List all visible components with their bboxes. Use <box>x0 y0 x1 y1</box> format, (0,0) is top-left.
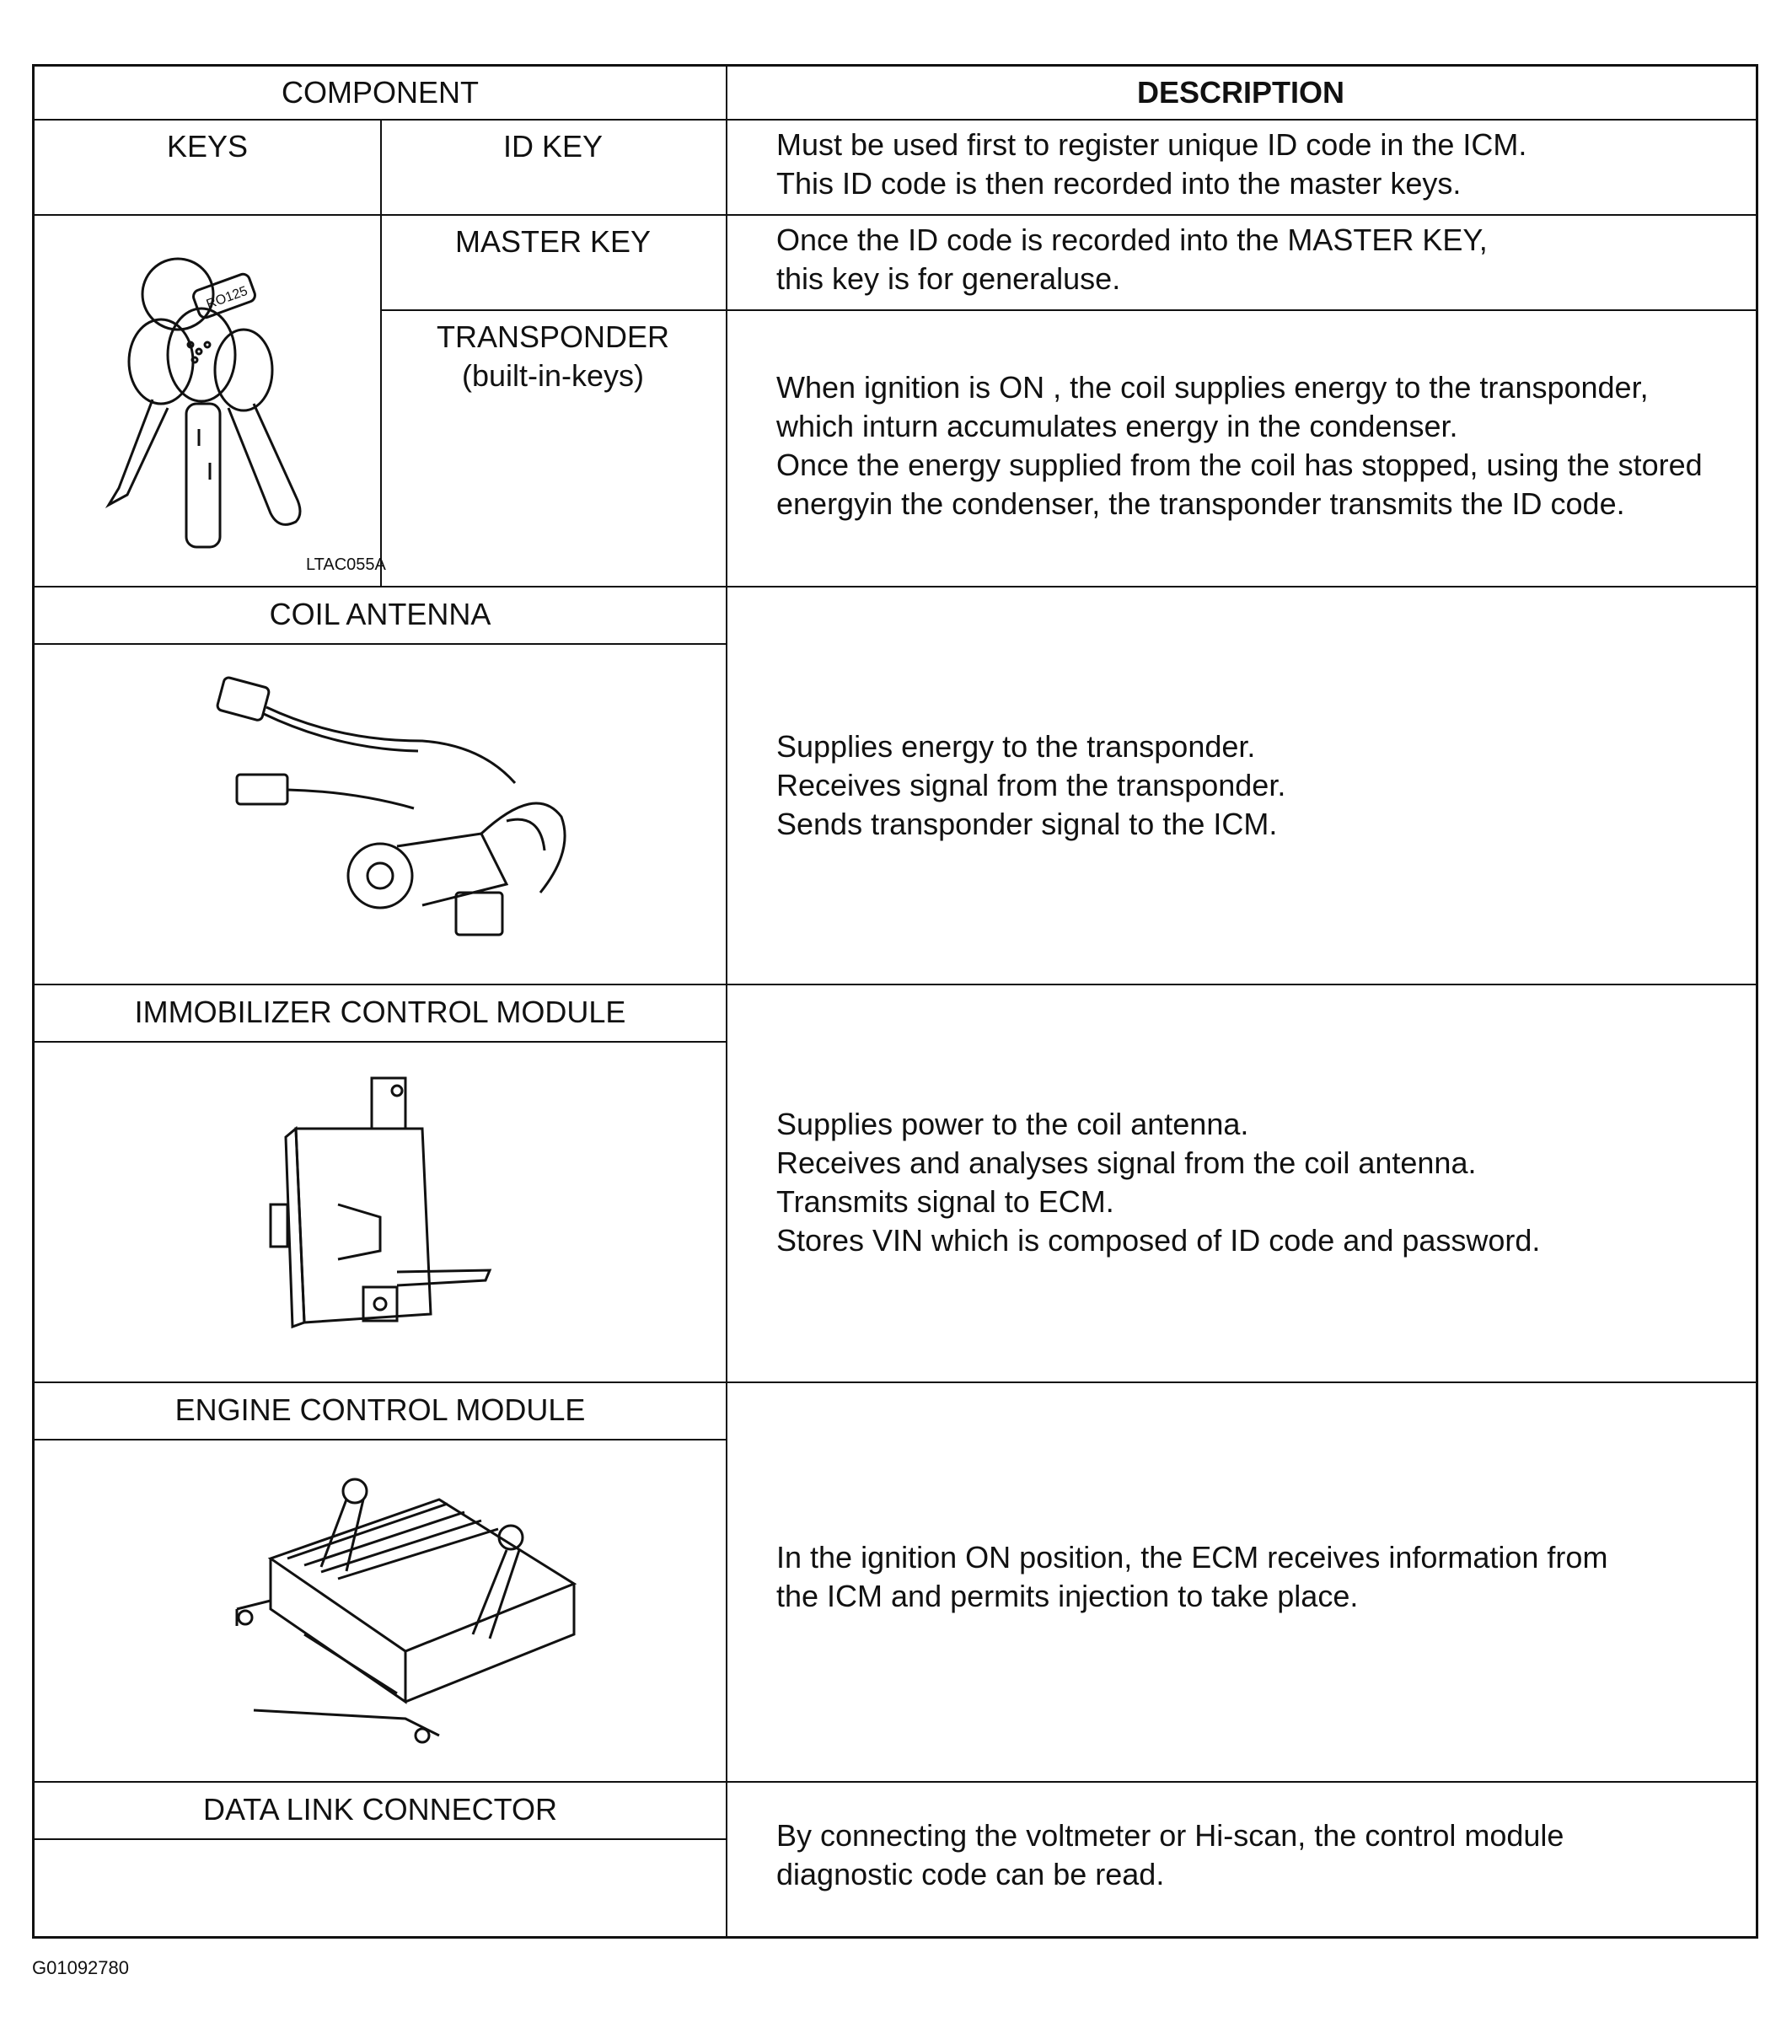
header-component: COMPONENT <box>282 75 479 110</box>
keys-illustration <box>94 235 346 572</box>
description-line: diagnostic code can be read. <box>776 1857 1165 1891</box>
column-divider <box>726 67 727 1936</box>
description-line: Once the energy supplied from the coil has stopped, using the stored <box>776 448 1703 482</box>
coil-antenna-description <box>776 727 1285 844</box>
id-key-description <box>776 126 1526 203</box>
header-divider <box>35 119 1756 121</box>
description-line: Stores VIN which is composed of ID code and password. <box>776 1223 1541 1258</box>
dlc-description <box>776 1816 1564 1894</box>
keys-label: KEYS <box>166 129 249 164</box>
description-line: Receives and analyses signal from the coil antenna. <box>776 1145 1477 1180</box>
row-divider <box>35 1439 726 1440</box>
figure-code: G01092780 <box>32 1957 129 1978</box>
row-divider <box>35 643 726 645</box>
ecm-description <box>776 1538 1607 1616</box>
transponder-title: TRANSPONDER <box>436 319 670 354</box>
header-description: DESCRIPTION <box>1136 75 1345 110</box>
keys-image-label: LTAC055A <box>306 555 386 574</box>
description-line: Transmits signal to ECM. <box>776 1184 1114 1219</box>
coil-antenna-label: COIL ANTENNA <box>269 597 491 631</box>
row-divider <box>35 1838 726 1840</box>
master-key-description <box>776 221 1488 298</box>
dlc-label: DATA LINK CONNECTOR <box>202 1792 558 1827</box>
icm-label: IMMOBILIZER CONTROL MODULE <box>134 995 626 1029</box>
transponder-description <box>776 368 1703 523</box>
row-divider <box>35 214 1756 216</box>
ecm-label: ENGINE CONTROL MODULE <box>174 1392 586 1427</box>
description-line: By connecting the voltmeter or Hi-scan, the control module <box>776 1818 1564 1853</box>
description-line: Must be used first to register unique ID code in the ICM. <box>776 127 1527 162</box>
key-tag-text: RO125 <box>204 283 250 313</box>
id-key-label: ID KEY <box>502 129 604 164</box>
component-table <box>32 64 1758 1939</box>
icm-description <box>776 1105 1540 1260</box>
ecm-illustration <box>220 1466 608 1752</box>
master-key-label: MASTER KEY <box>454 224 652 259</box>
description-line: energyin the condenser, the transponder transmits the ID code. <box>776 486 1625 521</box>
description-line: Sends transponder signal to the ICM. <box>776 807 1278 841</box>
description-line: Receives signal from the transponder. <box>776 768 1286 802</box>
description-line: Supplies power to the coil antenna. <box>776 1107 1249 1141</box>
transponder-subtitle: (built-in-keys) <box>461 358 645 393</box>
row-divider <box>380 309 1756 311</box>
description-line: which inturn accumulates energy in the condenser. <box>776 409 1458 443</box>
description-line: In the ignition ON position, the ECM receives information from <box>776 1540 1608 1575</box>
icm-illustration <box>271 1070 507 1356</box>
transponder-label <box>380 318 726 395</box>
description-line: the ICM and permits injection to take place. <box>776 1579 1359 1613</box>
row-divider <box>35 1041 726 1043</box>
description-line: When ignition is ON , the coil supplies energy to the transponder, <box>776 370 1649 405</box>
description-line: This ID code is then recorded into the master keys. <box>776 166 1462 201</box>
coil-antenna-illustration <box>203 665 574 935</box>
description-line: Supplies energy to the transponder. <box>776 729 1256 764</box>
description-line: this key is for generaluse. <box>776 261 1121 296</box>
description-line: Once the ID code is recorded into the MASTER KEY, <box>776 223 1488 257</box>
